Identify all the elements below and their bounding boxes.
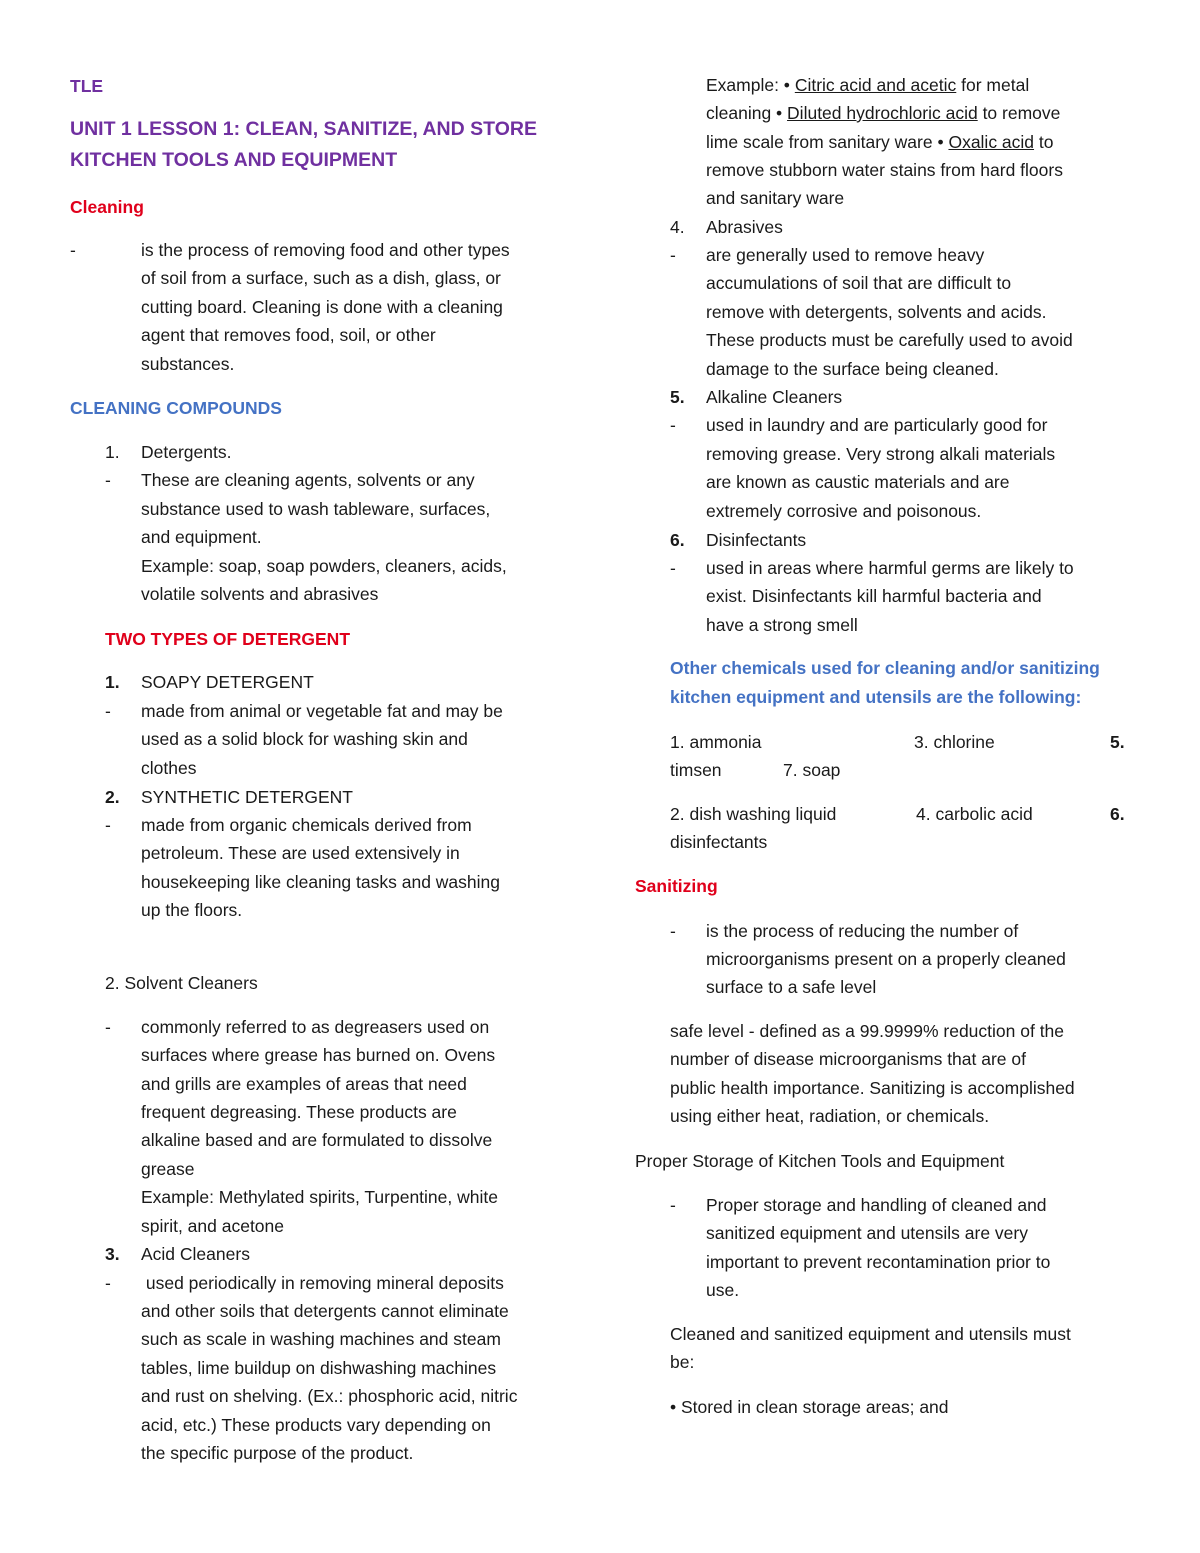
solvent-def-line: Example: Methylated spirits, Turpentine, white — [141, 1187, 498, 1207]
cleaning-def-line: of soil from a surface, such as a dish, glass, or — [141, 268, 501, 288]
example-prefix: Example: • — [706, 75, 795, 95]
acid-def-line: the specific purpose of the product. — [141, 1443, 414, 1463]
unit-title-line-1: UNIT 1 LESSON 1: CLEAN, SANITIZE, AND STORE — [70, 118, 537, 140]
dash-marker: - — [105, 1273, 111, 1293]
other-chemicals-heading: Other chemicals used for cleaning and/or sanitizing — [670, 658, 1100, 678]
list-number: 5. — [670, 387, 685, 407]
detergents-def-line: volatile solvents and abrasives — [141, 584, 379, 604]
chemical-item: 3. chlorine — [914, 732, 995, 752]
abrasives-def-line: damage to the surface being cleaned. — [706, 359, 999, 379]
acid-def-line: used periodically in removing mineral deposits — [141, 1273, 504, 1293]
acid-def-line: tables, lime buildup on dishwashing machines — [141, 1358, 497, 1378]
storage-heading: Proper Storage of Kitchen Tools and Equipment — [635, 1151, 1005, 1171]
cleaning-compounds-heading: CLEANING COMPOUNDS — [70, 398, 282, 418]
sanitizing-def-line: is the process of reducing the number of — [706, 921, 1019, 941]
solvent-def-line: alkaline based and are formulated to dissolve — [141, 1130, 493, 1150]
chemical-item-number: 6. — [1110, 804, 1125, 824]
abrasives-def-line: These products must be carefully used to avoid — [706, 330, 1073, 350]
alkaline-def-line: removing grease. Very strong alkali materials — [706, 444, 1056, 464]
example-text: for metal — [956, 75, 1030, 95]
citric-acid-term: Citric acid and acetic — [794, 75, 957, 95]
synthetic-def-line: up the floors. — [141, 900, 243, 920]
acid-def-line: and other soils that detergents cannot eliminate — [141, 1301, 509, 1321]
dash-marker: - — [670, 1195, 676, 1215]
safe-level-line: safe level - defined as a 99.9999% reduction of the — [670, 1021, 1065, 1041]
chemical-item: 2. dish washing liquid — [670, 804, 837, 824]
alkaline-def-line: are known as caustic materials and are — [706, 472, 1010, 492]
chemical-item: 4. carbolic acid — [916, 804, 1033, 824]
abrasives-def-line: are generally used to remove heavy — [706, 245, 985, 265]
soapy-def-line: clothes — [141, 758, 197, 778]
disinfectants-def-line: exist. Disinfectants kill harmful bacteria and — [706, 586, 1042, 606]
storage-bullet-item: • Stored in clean storage areas; and — [670, 1397, 949, 1417]
hydrochloric-acid-term: Diluted hydrochloric acid — [787, 103, 978, 123]
acid-example-line — [706, 128, 1054, 156]
soapy-def-line: used as a solid block for washing skin and — [141, 729, 468, 749]
cleaning-def-line: cutting board. Cleaning is done with a cleaning — [141, 297, 503, 317]
acid-example-line — [706, 71, 1029, 99]
list-number: 6. — [670, 530, 685, 550]
acid-def-line: and rust on shelving. (Ex.: phosphoric acid, nitric — [141, 1386, 518, 1406]
example-text: to remove — [977, 103, 1061, 123]
detergents-def-line: and equipment. — [141, 527, 262, 547]
cleaning-def-line: substances. — [141, 354, 235, 374]
chemical-item: 1. ammonia — [670, 732, 762, 752]
abrasives-def-line: remove with detergents, solvents and acids. — [706, 302, 1047, 322]
abrasives-title: Abrasives — [706, 217, 783, 237]
oxalic-acid-term: Oxalic acid — [948, 132, 1035, 152]
abrasives-def-line: accumulations of soil that are difficult to — [706, 273, 1012, 293]
synthetic-def-line: made from organic chemicals derived from — [141, 815, 472, 835]
list-number: 1. — [105, 672, 120, 692]
safe-level-line: public health importance. Sanitizing is accomplished — [670, 1078, 1075, 1098]
solvent-def-line: frequent degreasing. These products are — [141, 1102, 457, 1122]
acid-def-line: acid, etc.) These products vary depending on — [141, 1415, 491, 1435]
chemical-item: disinfectants — [670, 832, 768, 852]
subject-label: TLE — [70, 76, 104, 96]
detergents-title: Detergents. — [141, 442, 232, 462]
solvent-def-line: grease — [141, 1159, 195, 1179]
safe-level-line: using either heat, radiation, or chemicals. — [670, 1106, 990, 1126]
synthetic-def-line: petroleum. These are used extensively in — [141, 843, 460, 863]
alkaline-cleaners-title: Alkaline Cleaners — [706, 387, 843, 407]
solvent-def-line: spirit, and acetone — [141, 1216, 285, 1236]
alkaline-def-line: used in laundry and are particularly good for — [706, 415, 1048, 435]
chemical-item: timsen — [670, 760, 722, 780]
list-number: 4. — [670, 217, 685, 237]
storage-def-line: use. — [706, 1280, 740, 1300]
dash-marker: - — [670, 921, 676, 941]
cleaning-heading: Cleaning — [70, 197, 144, 217]
must-be-line: be: — [670, 1352, 695, 1372]
storage-def-line: sanitized equipment and utensils are very — [706, 1223, 1028, 1243]
storage-def-line: important to prevent recontamination prior to — [706, 1252, 1051, 1272]
solvent-cleaners-title: 2. Solvent Cleaners — [105, 973, 258, 993]
cleaning-def-line: agent that removes food, soil, or other — [141, 325, 436, 345]
list-number: 2. — [105, 787, 120, 807]
acid-cleaners-title: Acid Cleaners — [141, 1244, 250, 1264]
acid-example-line: and sanitary ware — [706, 188, 845, 208]
detergents-def-line: These are cleaning agents, solvents or any — [141, 470, 475, 490]
dash-marker: - — [105, 470, 111, 490]
two-types-heading: TWO TYPES OF DETERGENT — [105, 629, 351, 649]
synthetic-def-line: housekeeping like cleaning tasks and washing — [141, 872, 500, 892]
list-number: 3. — [105, 1244, 120, 1264]
sanitizing-def-line: microorganisms present on a properly cleaned — [706, 949, 1066, 969]
dash-marker: - — [670, 415, 676, 435]
solvent-def-line: commonly referred to as degreasers used on — [141, 1017, 490, 1037]
disinfectants-def-line: have a strong smell — [706, 615, 858, 635]
detergents-def-line: Example: soap, soap powders, cleaners, acids, — [141, 556, 507, 576]
solvent-def-line: and grills are examples of areas that need — [141, 1074, 467, 1094]
detergents-def-line: substance used to wash tableware, surfaces, — [141, 499, 491, 519]
dash-marker: - — [105, 815, 111, 835]
dash-marker: - — [105, 701, 111, 721]
sanitizing-heading: Sanitizing — [635, 876, 718, 896]
example-text: lime scale from sanitary ware • — [706, 132, 949, 152]
dash-marker: - — [670, 558, 676, 578]
acid-example-line — [706, 99, 1060, 127]
other-chemicals-heading: kitchen equipment and utensils are the following: — [670, 687, 1082, 707]
example-text: cleaning • — [706, 103, 788, 123]
sanitizing-def-line: surface to a safe level — [706, 977, 877, 997]
dash-marker: - — [105, 1017, 111, 1037]
acid-example-line: remove stubborn water stains from hard floors — [706, 160, 1063, 180]
storage-def-line: Proper storage and handling of cleaned and — [706, 1195, 1047, 1215]
dash-marker: - — [70, 240, 76, 260]
list-number: 1. — [105, 442, 120, 462]
alkaline-def-line: extremely corrosive and poisonous. — [706, 501, 982, 521]
soapy-detergent-title: SOAPY DETERGENT — [141, 672, 314, 692]
disinfectants-def-line: used in areas where harmful germs are likely to — [706, 558, 1074, 578]
acid-def-line: such as scale in washing machines and steam — [141, 1329, 501, 1349]
cleaning-def-line: is the process of removing food and other types — [141, 240, 510, 260]
must-be-line: Cleaned and sanitized equipment and utensils must — [670, 1324, 1071, 1344]
synthetic-detergent-title: SYNTHETIC DETERGENT — [141, 787, 353, 807]
unit-title-line-2: KITCHEN TOOLS AND EQUIPMENT — [70, 149, 398, 171]
disinfectants-title: Disinfectants — [706, 530, 807, 550]
soapy-def-line: made from animal or vegetable fat and may be — [141, 701, 503, 721]
chemical-item: 7. soap — [783, 760, 841, 780]
dash-marker: - — [670, 245, 676, 265]
example-text: to — [1034, 132, 1054, 152]
safe-level-line: number of disease microorganisms that are of — [670, 1049, 1026, 1069]
chemical-item-number: 5. — [1110, 732, 1125, 752]
solvent-def-line: surfaces where grease has burned on. Ovens — [141, 1045, 496, 1065]
